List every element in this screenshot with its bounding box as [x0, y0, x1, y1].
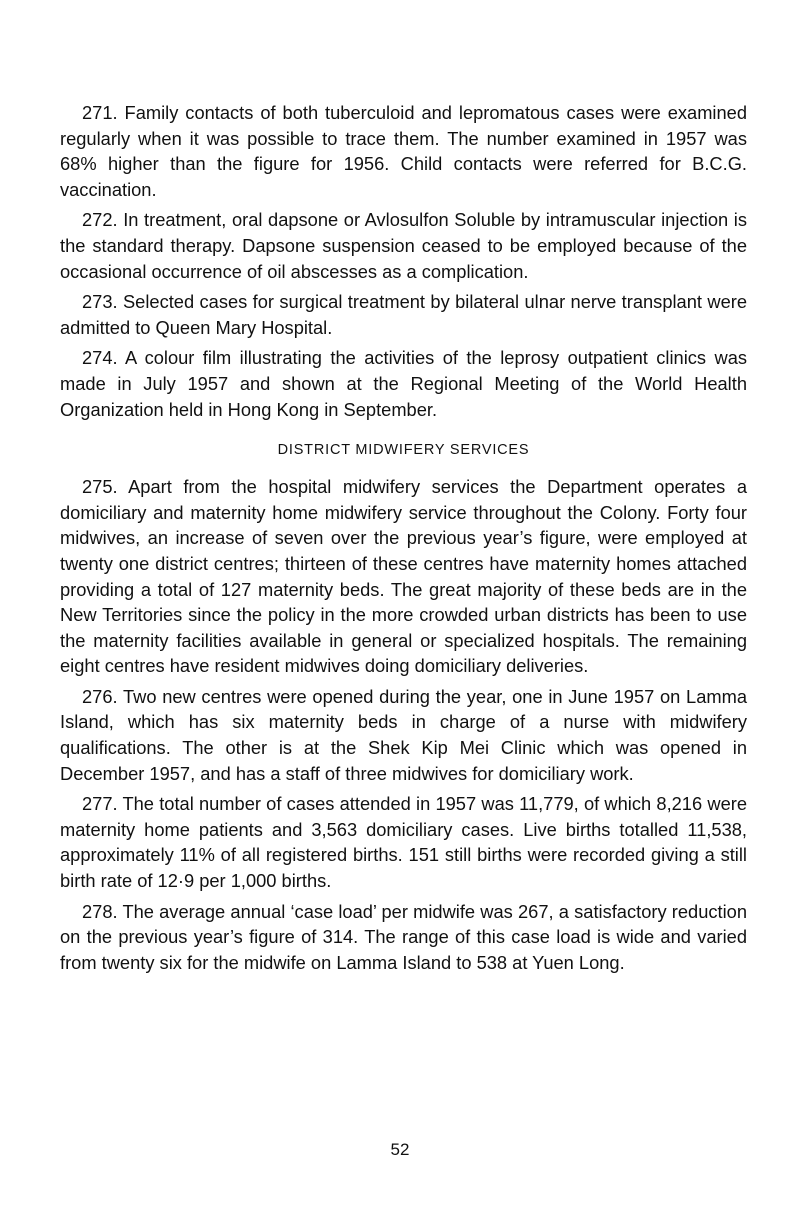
paragraph-275: 275. Apart from the hospital midwifery services the Department operates a domiciliary and maternity home midwifery service throughout the Colony. Forty four midwives, an increase of seven over the previous year’s figure, were employed at twenty one district centres; thirteen of these centres have maternity homes attached providing a total of 127 maternity beds. The great majority of these beds are in the New Territories since the policy in the more crowded urban districts has been to use the maternity facilities available in general or specialized hospitals. The remaining eight centres have resident midwives doing domiciliary deliveries. — [60, 476, 747, 677]
paragraph-272: 272. In treatment, oral dapsone or Avlosulfon Soluble by intramuscular injection is the standard therapy. Dapsone suspension ceased to be employed because of the occasional occurrence of oil abscesses as a complication. — [60, 209, 747, 282]
page-number: 52 — [390, 1140, 410, 1159]
document-page — [60, 100, 747, 980]
paragraph-273: 273. Selected cases for surgical treatment by bilateral ulnar nerve transplant were admitted to Queen Mary Hospital. — [60, 291, 747, 338]
paragraph-276: 276. Two new centres were opened during the year, one in June 1957 on Lamma Island, which has six maternity beds in charge of a nurse with midwifery qualifications. The other is at the Shek Kip Mei Clinic which was opened in December 1957, and has a staff of three midwives for domiciliary work. — [60, 685, 747, 784]
section-heading: DISTRICT MIDWIFERY SERVICES — [277, 442, 530, 459]
paragraph-271: 271. Family contacts of both tuberculoid and lepromatous cases were examined regularly when it was possible to trace them. The number examined in 1957 was 68% higher than the figure for 1956. Child contacts were referred for B.C.G. vaccination. — [60, 102, 747, 200]
paragraph-278: 278. The average annual ‘case load’ per midwife was 267, a satisfactory reduction on the previous year’s figure of 314. The range of this case load is wide and varied from twenty six for the midwife on Lamma Island to 538 at Yuen Long. — [60, 900, 747, 973]
paragraph-277: 277. The total number of cases attended in 1957 was 11,779, of which 8,216 were maternity home patients and 3,563 domiciliary cases. Live births totalled 11,538, approximately 11% of all registered births. 151 still births were recorded giving a still birth rate of 12·9 per 1,000 births. — [60, 793, 747, 892]
paragraph-274: 274. A colour film illustrating the activities of the leprosy outpatient clinics was made in July 1957 and shown at the Regional Meeting of the World Health Organization held in Hong Kong in September. — [60, 347, 747, 420]
